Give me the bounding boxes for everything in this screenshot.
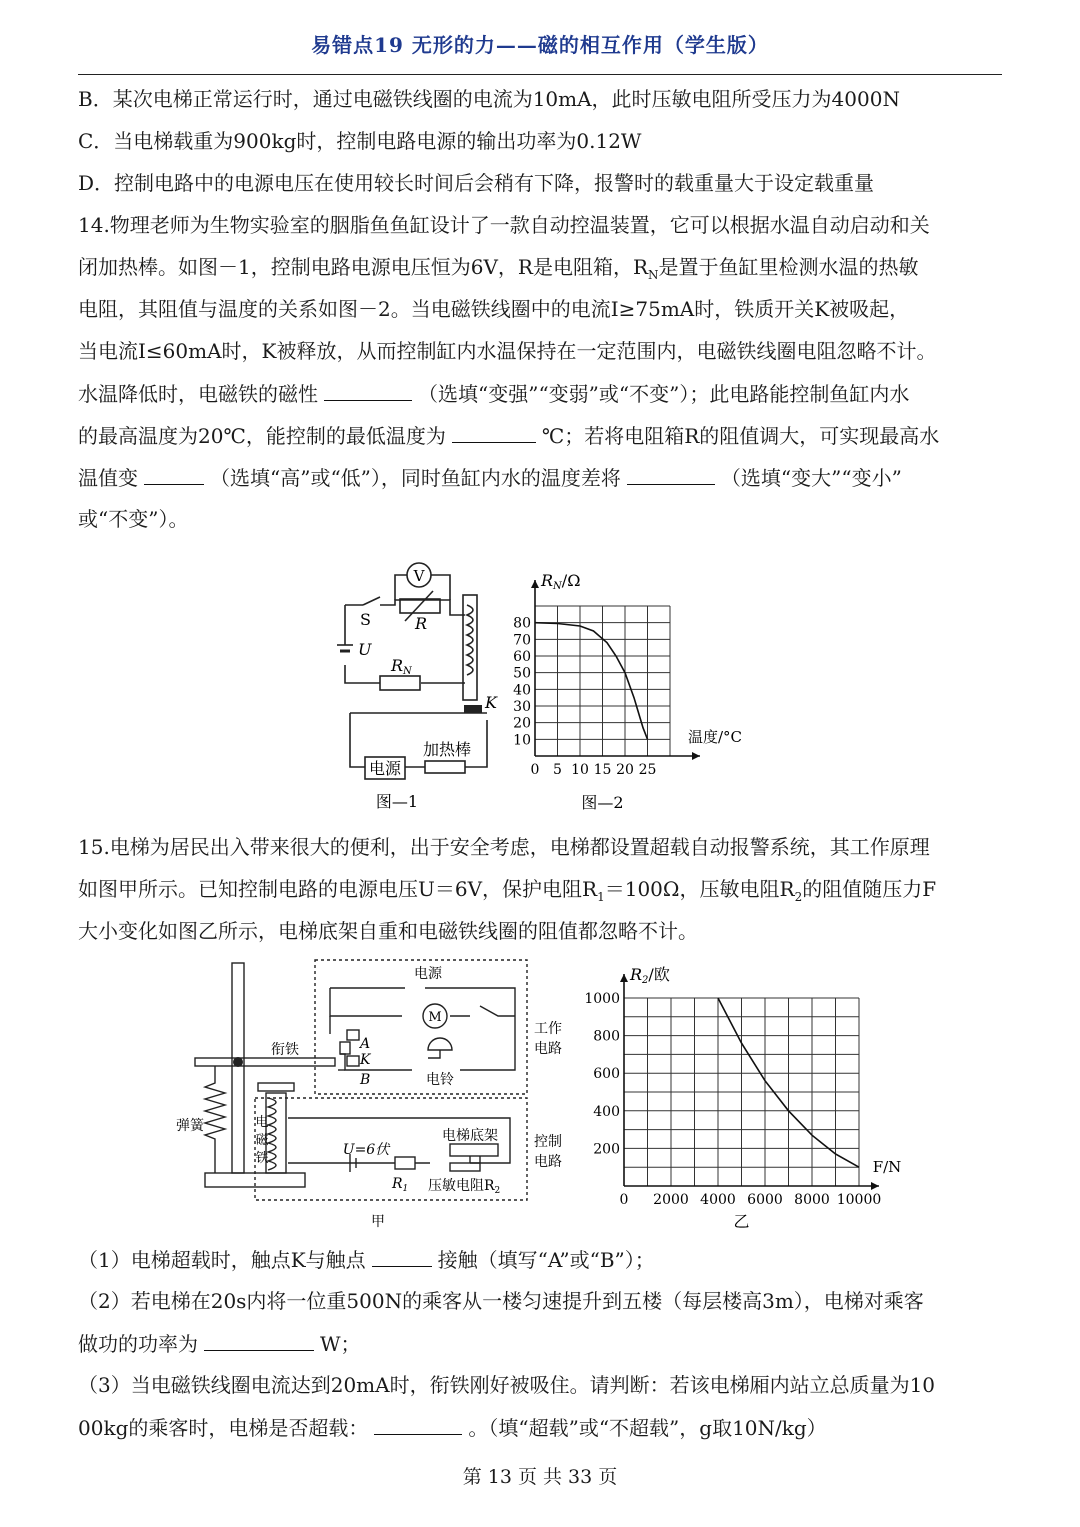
- y-tick-label: 200: [593, 1141, 620, 1158]
- x-tick-label: 0: [530, 762, 540, 778]
- chart-caption: 乙: [733, 1212, 750, 1231]
- y-tick-label: 50: [513, 665, 531, 682]
- q15-subquestions: [78, 1238, 1002, 1448]
- page-footer: 第 13 页 共 33 页: [462, 1466, 618, 1488]
- y-axis-label: R2/欧: [630, 965, 670, 986]
- document-body: [78, 78, 1002, 540]
- work-circuit-label-1: 工作: [534, 1021, 562, 1037]
- bell-label: 电铃: [426, 1072, 454, 1088]
- page-title: 易错点19 无形的力——磁的相互作用（学生版）: [311, 33, 769, 57]
- frame-label: 电梯底架: [442, 1128, 498, 1144]
- q14-line7: 温值变 （选填“高”或“低”），同时鱼缸内水的温度差将 （选填“变大”“变小”: [78, 456, 1002, 498]
- armature-label: 衔铁: [271, 1042, 299, 1058]
- electromagnet-label-1: 电: [255, 1115, 269, 1130]
- q15-sub3-line2: 00kg的乘客时，电梯是否超载： 。（填“超载”或“不超载”，g取10N/kg）: [78, 1406, 1002, 1448]
- y-axis-arrow: [620, 974, 628, 982]
- work-circuit-label-2: 电路: [534, 1041, 562, 1057]
- contact-k-label: K: [360, 1052, 371, 1068]
- series-line: [535, 623, 648, 740]
- option-c: C．当电梯载重为900kg时，控制电路电源的输出功率为0.12W: [78, 129, 642, 153]
- answer-blank[interactable]: [374, 1406, 462, 1435]
- source-label: U: [358, 640, 372, 659]
- contact-a-label: A: [360, 1036, 371, 1052]
- spring-label: 弹簧: [176, 1118, 204, 1134]
- q14-line8: 或“不变”）。: [78, 507, 189, 531]
- q15-sub3-line1: （3）当电磁铁线圈电流达到20mA时，衔铁刚好被吸住。请判断：若该电梯厢内站立总质量为10: [78, 1373, 936, 1397]
- y-tick-label: 20: [513, 715, 531, 732]
- figure-yi-chart: [580, 962, 910, 1232]
- q14-line4: 当电流I≤60mA时，K被释放，从而控制缸内水温保持在一定范围内，电磁铁线圈电阻忽略不计。: [78, 339, 937, 363]
- y-tick-label: 1000: [584, 991, 620, 1007]
- y-axis-arrow: [531, 580, 539, 588]
- electromagnet-label-2: 磁: [255, 1133, 269, 1148]
- electromagnet-label-3: 铁: [255, 1151, 269, 1166]
- source-voltage-label: U=6伏: [342, 1142, 390, 1158]
- answer-blank[interactable]: [627, 456, 715, 485]
- y-tick-label: 400: [593, 1103, 620, 1120]
- control-circuit-label-1: 控制: [534, 1134, 562, 1150]
- y-tick-label: 40: [513, 682, 531, 699]
- x-tick-label: 10000: [836, 1192, 882, 1208]
- x-tick-label: 20: [616, 762, 634, 778]
- x-axis-arrow: [692, 752, 700, 760]
- y-tick-label: 600: [593, 1066, 620, 1083]
- switch-label: S: [360, 610, 371, 629]
- q14-line5: 水温降低时，电磁铁的磁性 （选填“变强”“变弱”或“不变”）；此电路能控制鱼缸内水: [78, 372, 1002, 414]
- x-tick-label: 5: [553, 762, 562, 778]
- chart-caption: 图—2: [581, 793, 624, 812]
- x-tick-label: 6000: [747, 1192, 783, 1208]
- q15-line1: 15.电梯为居民出入带来很大的便利，出于安全考虑，电梯都设置超载自动报警系统，其工作原理: [78, 835, 930, 859]
- q15-intro: [78, 826, 1002, 952]
- q15-line3: 大小变化如图乙所示，电梯底架自重和电磁铁线圈的阻值都忽略不计。: [78, 919, 698, 943]
- q14-line6: 的最高温度为20℃，能控制的最低温度为 ℃；若将电阻箱R的阻值调大，可实现最高水: [78, 414, 1002, 456]
- x-tick-label: 8000: [794, 1192, 830, 1208]
- q15-sub2-line2: 做功的功率为 W；: [78, 1322, 1002, 1364]
- y-tick-label: 80: [513, 615, 531, 632]
- x-tick-label: 2000: [653, 1192, 689, 1208]
- y-tick-label: 70: [513, 632, 531, 649]
- q14-line2: 闭加热棒。如图－1，控制电路电源电压恒为6V，R是电阻箱，$R_N$是置于鱼缸里检测水温的热敏: [78, 255, 919, 282]
- motor-label: M: [428, 1010, 442, 1025]
- x-axis-arrow: [871, 1182, 879, 1190]
- answer-blank[interactable]: [452, 414, 536, 443]
- control-circuit-label-2: 电路: [534, 1154, 562, 1170]
- x-axis-label: 温度/°C: [687, 728, 743, 746]
- q15-line2: 如图甲所示。已知控制电路的电源电压U＝6V，保护电阻$R_1=100\Omega$，压敏电阻$R_2$的阻值随压力F: [78, 877, 937, 904]
- figure-1-circuit: [325, 555, 525, 815]
- answer-blank[interactable]: [204, 1322, 314, 1351]
- page-header: [78, 30, 1002, 75]
- x-tick-label: 25: [638, 762, 657, 778]
- q14-line3: 电阻，其阻值与温度的关系如图－2。当电磁铁线圈中的电流I≥75mA时，铁质开关K被吸起，: [78, 297, 910, 321]
- q14-line1: 14.物理老师为生物实验室的胭脂鱼鱼缸设计了一款自动控温装置，它可以根据水温自动启动和关: [78, 213, 930, 237]
- figure-2-chart: [505, 568, 765, 818]
- q15-sub1: （1）电梯超载时，触点K与触点 接触（填写“A”或“B”）；: [78, 1238, 1002, 1280]
- resistor-label: R: [415, 614, 428, 633]
- k-label: K: [485, 693, 497, 712]
- figure-1-caption: 图—1: [375, 792, 419, 811]
- y-axis-label: RN/Ω: [541, 571, 581, 592]
- heater-label: 加热棒: [422, 740, 472, 759]
- power-label: 电源: [414, 966, 442, 982]
- answer-blank[interactable]: [372, 1238, 432, 1267]
- option-b: B．某次电梯正常运行时，通过电磁铁线圈的电流为10mA，此时压敏电阻所受压力为4000N: [78, 87, 900, 111]
- x-axis-label: F/N: [872, 1158, 902, 1176]
- figure-jia-caption: 甲: [371, 1214, 385, 1230]
- y-tick-label: 30: [513, 699, 531, 715]
- y-tick-label: 800: [593, 1028, 620, 1045]
- y-tick-label: 60: [513, 649, 531, 665]
- y-tick-label: 10: [513, 732, 531, 749]
- x-tick-label: 4000: [700, 1192, 736, 1208]
- voltmeter-label: V: [413, 567, 425, 585]
- pressure-resistor-label: 压敏电阻$R_2$: [428, 1178, 501, 1196]
- x-tick-label: 0: [619, 1192, 629, 1208]
- x-tick-label: 15: [593, 762, 612, 778]
- power-label: 电源: [368, 759, 402, 778]
- thermistor-label: RN: [391, 656, 412, 677]
- q15-sub2-line1: （2）若电梯在20s内将一位重500N的乘客从一楼匀速提升到五楼（每层楼高3m），电梯对乘客: [78, 1289, 924, 1313]
- answer-blank[interactable]: [144, 456, 204, 485]
- r1-label: $R_1$: [392, 1176, 409, 1194]
- contact-b-label: B: [360, 1072, 371, 1088]
- option-d: D．控制电路中的电源电压在使用较长时间后会稍有下降，报警时的载重量大于设定载重量: [78, 171, 875, 195]
- x-tick-label: 10: [571, 762, 589, 778]
- answer-blank[interactable]: [324, 372, 412, 401]
- figure-jia-circuit: [170, 958, 590, 1234]
